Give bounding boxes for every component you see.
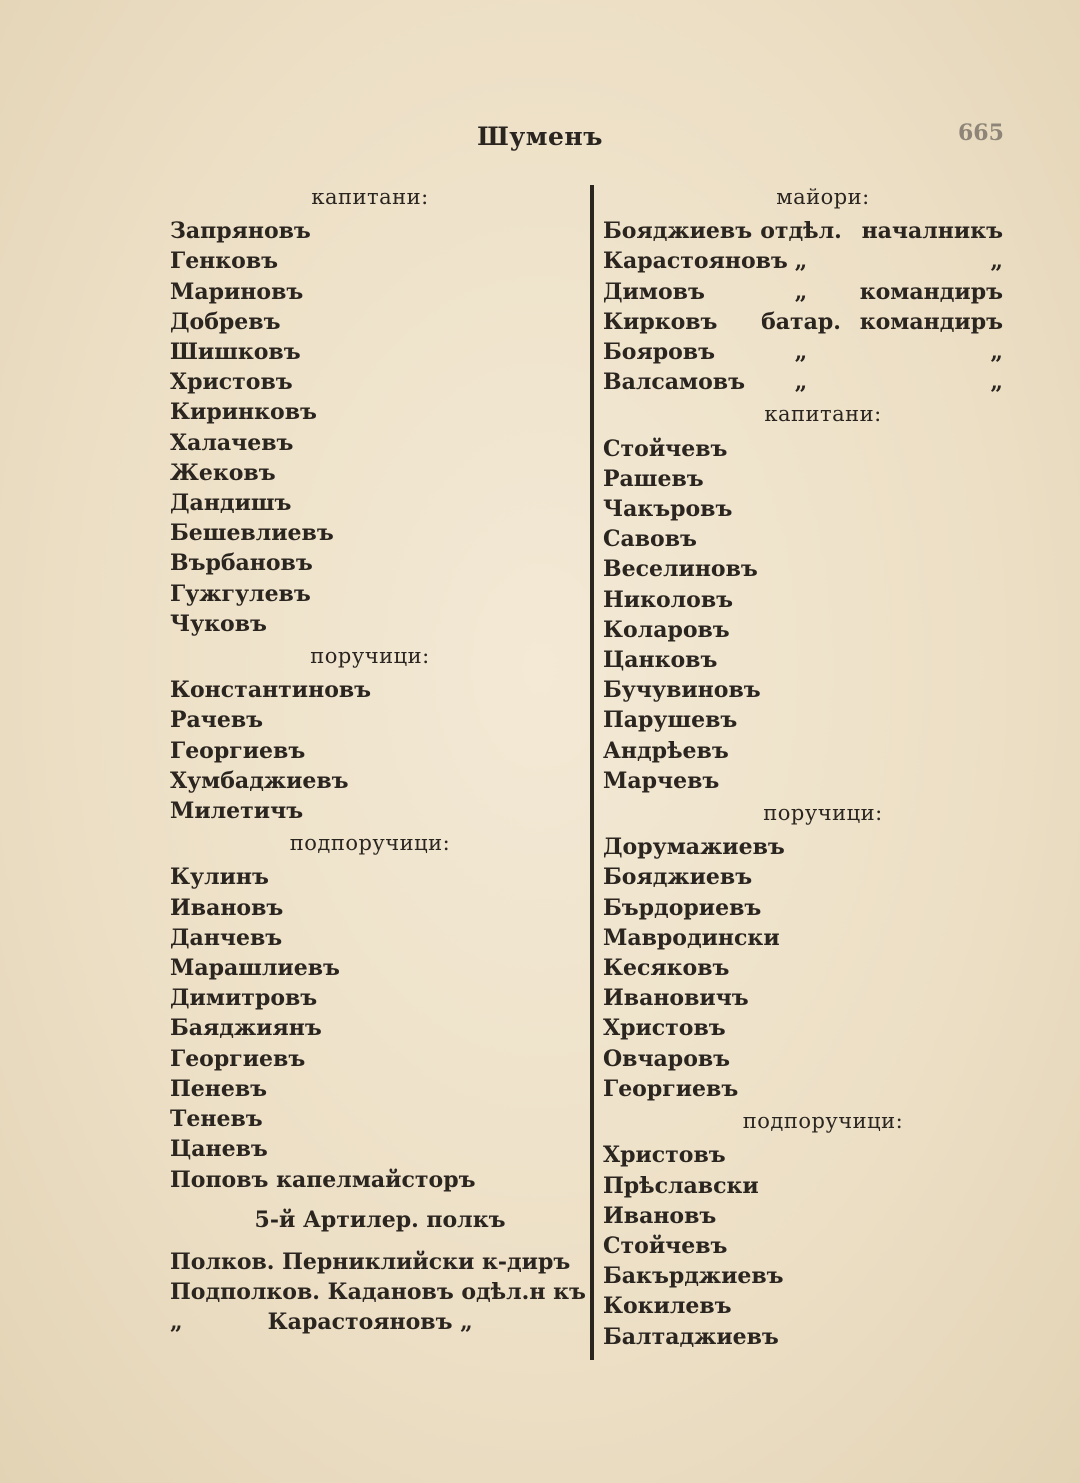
list-item: Чакъровъ — [603, 496, 733, 523]
entry-name: Поповъ — [170, 1166, 269, 1193]
list-item: Чуковъ — [170, 610, 267, 637]
list-item: Ивановичъ — [603, 985, 749, 1012]
list-item: Христовъ — [603, 1015, 726, 1042]
list-item: Балтаджиевъ — [603, 1323, 779, 1350]
mayori-list — [603, 216, 1023, 397]
left-column — [170, 180, 590, 1338]
list-item — [603, 277, 1023, 307]
list-item: Рачевъ — [170, 707, 264, 734]
list-item: Кулинъ — [170, 864, 269, 891]
list-item: Халачевъ — [170, 429, 294, 456]
section-heading-podporuchitsi: подпоручици: — [289, 831, 451, 856]
section-heading-podporuchitsi: подпоручици: — [742, 1109, 904, 1134]
section-heading-mayori: майори: — [776, 185, 870, 209]
list-item: Цаневъ — [170, 1136, 268, 1163]
entry-name: Кирковъ — [603, 308, 718, 335]
list-item: Върбановъ — [170, 550, 313, 577]
list-item: Георгиевъ — [603, 1075, 739, 1102]
list-item: Дандишъ — [170, 490, 292, 517]
right-column — [603, 180, 1023, 1352]
entry-role: „ — [794, 339, 808, 366]
staff-line: Полков. Перниклийски к-диръ — [170, 1248, 571, 1275]
list-item: Марашлиевъ — [170, 955, 340, 982]
list-item: Ивановъ — [170, 894, 284, 921]
page-number: 665 — [958, 120, 1004, 146]
entry-role: „ — [794, 248, 808, 275]
list-item: Георгиевъ — [170, 737, 306, 764]
list-item: Хумбаджиевъ — [170, 767, 349, 794]
list-item: Кесяковъ — [603, 955, 730, 982]
entry-name: Димовъ — [603, 278, 705, 305]
list-item: Овчаровъ — [603, 1045, 731, 1072]
list-item: Кокилевъ — [603, 1293, 732, 1320]
list-item — [603, 246, 1023, 276]
entry-name: Бояджиевъ — [603, 218, 753, 245]
kapitani-list — [170, 216, 590, 639]
list-item: Савовъ — [603, 526, 697, 553]
podporuchitsi-list — [170, 862, 590, 1164]
list-item: Баяджиянъ — [170, 1015, 322, 1042]
list-item: Генковъ — [170, 248, 279, 275]
column-divider — [590, 185, 594, 1360]
list-item: Добревъ — [170, 308, 281, 335]
entry-role: командиръ — [859, 308, 1003, 335]
section-heading-kapitani: капитани: — [764, 402, 882, 427]
list-item — [603, 337, 1023, 367]
page-title: Шуменъ — [477, 122, 603, 151]
list-item: Парушевъ — [603, 707, 738, 734]
list-item: Пеневъ — [170, 1075, 268, 1102]
list-item: Димитровъ — [170, 985, 318, 1012]
list-item: Константиновъ — [170, 677, 372, 704]
list-item — [603, 367, 1023, 397]
section-heading-poruchitsi: поручици: — [310, 644, 430, 669]
entry-name: Бояровъ — [603, 339, 715, 366]
list-item: Марчевъ — [603, 767, 720, 794]
list-item: Бучувиновъ — [603, 677, 761, 704]
list-item: Киринковъ — [170, 399, 317, 426]
list-item: Веселиновъ — [603, 556, 758, 583]
list-item: Запряновъ — [170, 218, 311, 245]
list-item: Теневъ — [170, 1106, 263, 1133]
list-item: Ивановъ — [603, 1202, 717, 1229]
list-item: Гужгулевъ — [170, 580, 311, 607]
list-item: Георгиевъ — [170, 1045, 306, 1072]
ditto-mark: „ — [170, 1309, 183, 1336]
entry-role: „ — [990, 248, 1003, 275]
list-item — [603, 216, 1023, 246]
entry-role: началникъ — [861, 218, 1003, 245]
poruchitsi-list — [170, 675, 590, 826]
list-item: Данчевъ — [170, 924, 283, 951]
entry-role: командиръ — [859, 278, 1003, 305]
list-item: Коларовъ — [603, 616, 730, 643]
list-item: Николовъ — [603, 586, 734, 613]
list-item — [170, 1165, 590, 1195]
list-item: Христовъ — [603, 1142, 726, 1169]
list-item: Христовъ — [170, 369, 293, 396]
poruchitsi-list — [603, 832, 1023, 1104]
entry-role: „ — [990, 339, 1003, 366]
list-item: Рашевъ — [603, 465, 704, 492]
entry-name: Карастояновъ — [267, 1309, 453, 1336]
staff-ditto-line — [170, 1307, 590, 1337]
entry-role: батар. — [761, 308, 841, 335]
list-item: Прѣславски — [603, 1172, 759, 1199]
list-item: Стойчевъ — [603, 435, 728, 462]
staff-line: Подполков. Кадановъ одѣл.н къ — [170, 1279, 586, 1306]
list-item: Бояджиевъ — [603, 864, 753, 891]
list-item: Мариновъ — [170, 278, 304, 305]
podporuchitsi-list — [603, 1140, 1023, 1351]
list-item: Бешевлиевъ — [170, 520, 334, 547]
list-item: Шишковъ — [170, 339, 301, 366]
list-item: Милетичъ — [170, 798, 304, 825]
section-heading-poruchitsi: поручици: — [763, 801, 883, 826]
entry-name: Карастояновъ — [603, 248, 788, 275]
list-item: Бакърджиевъ — [603, 1263, 784, 1290]
entry-role: капелмайсторъ — [276, 1166, 476, 1193]
entry-role: „ — [794, 278, 808, 305]
list-item: Мавродински — [603, 924, 780, 951]
section-heading-kapitani: капитани: — [311, 185, 429, 209]
list-item — [603, 307, 1023, 337]
entry-role: „ — [990, 369, 1003, 396]
list-item: Бърдориевъ — [603, 894, 762, 921]
list-item: Дорумажиевъ — [603, 834, 785, 861]
list-item: Стойчевъ — [603, 1232, 728, 1259]
kapitani-list — [603, 434, 1023, 796]
entry-role: отдѣл. — [760, 218, 842, 245]
list-item: Андрѣевъ — [603, 737, 729, 764]
entry-name: Валсамовъ — [603, 369, 745, 396]
regiment-title: 5-й Артилер. полкъ — [254, 1206, 506, 1233]
entry-role: „ — [794, 369, 808, 396]
ditto-mark: „ — [460, 1309, 473, 1336]
list-item: Цанковъ — [603, 647, 718, 674]
list-item: Жековъ — [170, 459, 276, 486]
